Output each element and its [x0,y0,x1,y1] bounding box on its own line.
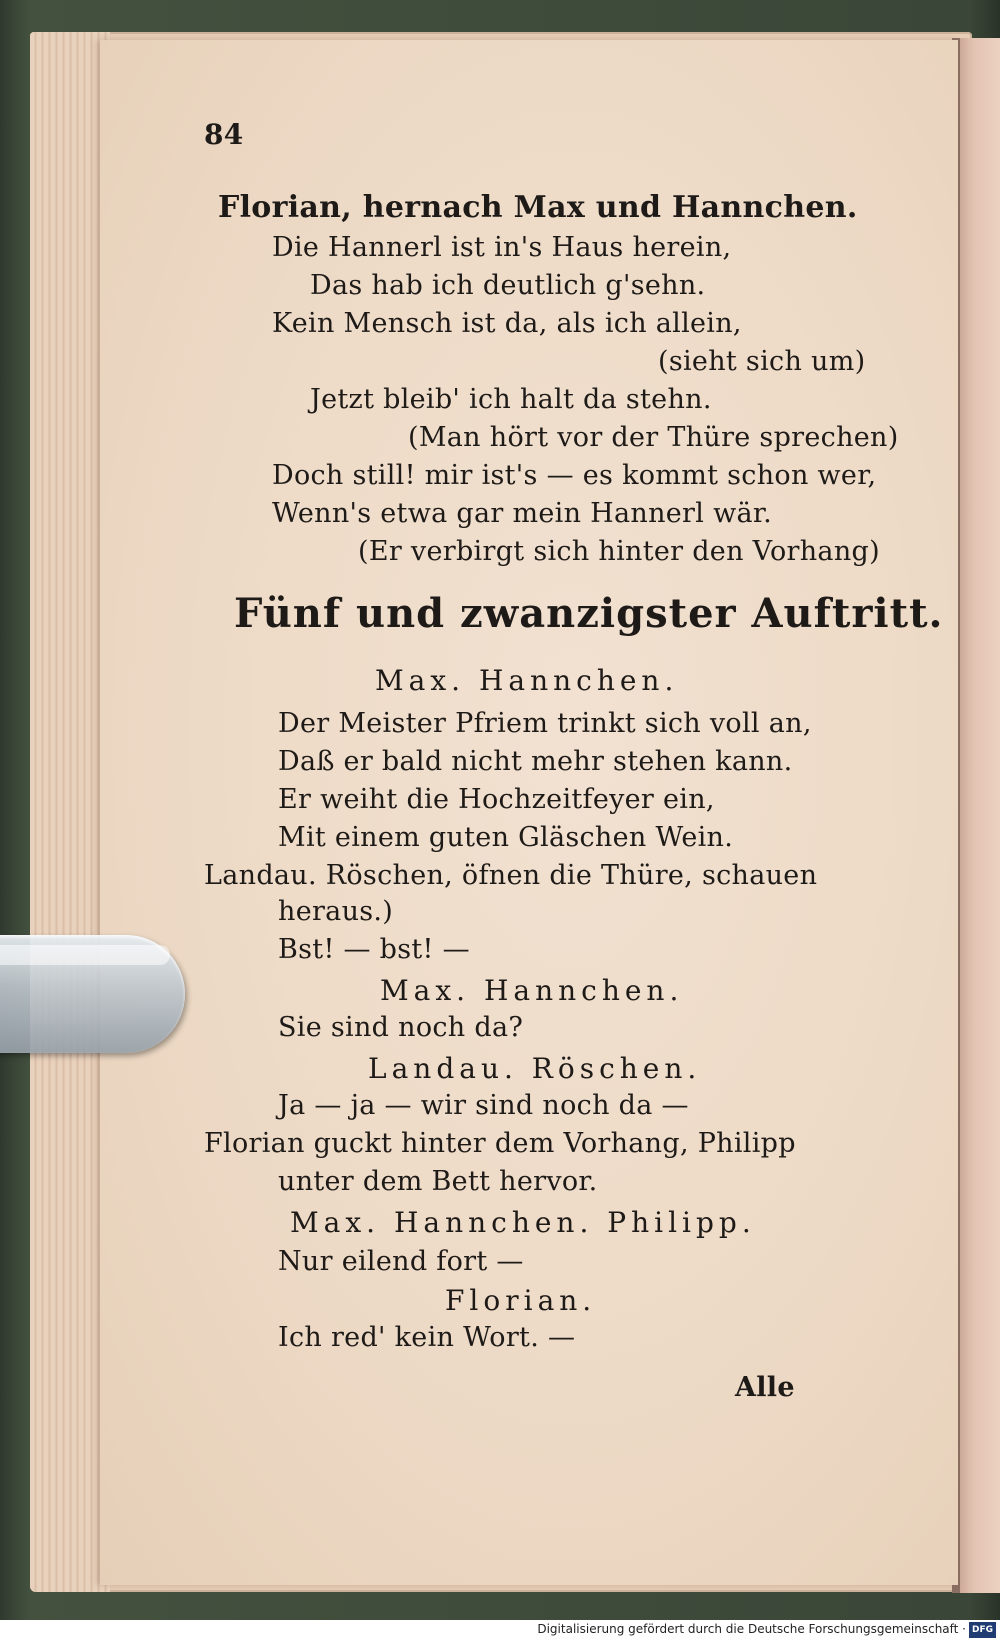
verse-line: Das hab ich deutlich g'sehn. [310,270,706,301]
verse-line: Er weiht die Hochzeitfeyer ein, [278,784,715,815]
verse-line: Bst! — bst! — [278,934,470,965]
page-number: 84 [204,118,244,151]
facing-page-edge [957,38,1000,1593]
verse-line: Ja — ja — wir sind noch da — [278,1090,689,1121]
stage-direction: (Man hört vor der Thüre sprechen) [408,422,899,453]
stage-direction: (Er verbirgt sich hinter den Vorhang) [358,536,880,567]
speaker: Max. Hannchen. [375,664,679,697]
scene-title: Fünf und zwanzigster Auftritt. [234,590,944,637]
speaker: Landau. Röschen. [368,1052,702,1085]
page-edges [30,32,110,1592]
stage-direction: (sieht sich um) [658,346,866,377]
verse-line: Mit einem guten Gläschen Wein. [278,822,734,853]
clip-highlight [0,945,170,965]
catchword: Alle [735,1372,795,1403]
footer-credit: Digitalisierung gefördert durch die Deutsche Forschungsgemeinschaft · [537,1622,966,1636]
stage-direction: unter dem Bett hervor. [278,1166,598,1197]
stage-direction: Landau. Röschen, öfnen die Thüre, schauen [204,860,818,891]
speaker: Max. Hannchen. Philipp. [290,1206,756,1239]
verse-line: Doch still! mir ist's — es kommt schon wer, [272,460,877,491]
verse-line: Ich red' kein Wort. — [278,1322,576,1353]
verse-line: Daß er bald nicht mehr stehen kann. [278,746,793,777]
footer-bar [0,1620,1000,1641]
verse-line: Sie sind noch da? [278,1012,524,1043]
speaker: Florian. [445,1284,597,1317]
verse-line: Kein Mensch ist da, als ich allein, [272,308,742,339]
stage-direction: Florian guckt hinter dem Vorhang, Philipp [204,1128,796,1159]
stage-direction: heraus.) [278,896,394,927]
verse-line: Jetzt bleib' ich halt da stehn. [310,384,712,415]
verse-line: Der Meister Pfriem trinkt sich voll an, [278,708,812,739]
dfg-logo-icon: DFG [969,1622,996,1638]
verse-line: Nur eilend fort — [278,1246,524,1277]
verse-line: Wenn's etwa gar mein Hannerl wär. [272,498,772,529]
scene-heading: Florian, hernach Max und Hannchen. [218,190,858,225]
verse-line: Die Hannerl ist in's Haus herein, [272,232,732,263]
speaker: Max. Hannchen. [380,974,684,1007]
